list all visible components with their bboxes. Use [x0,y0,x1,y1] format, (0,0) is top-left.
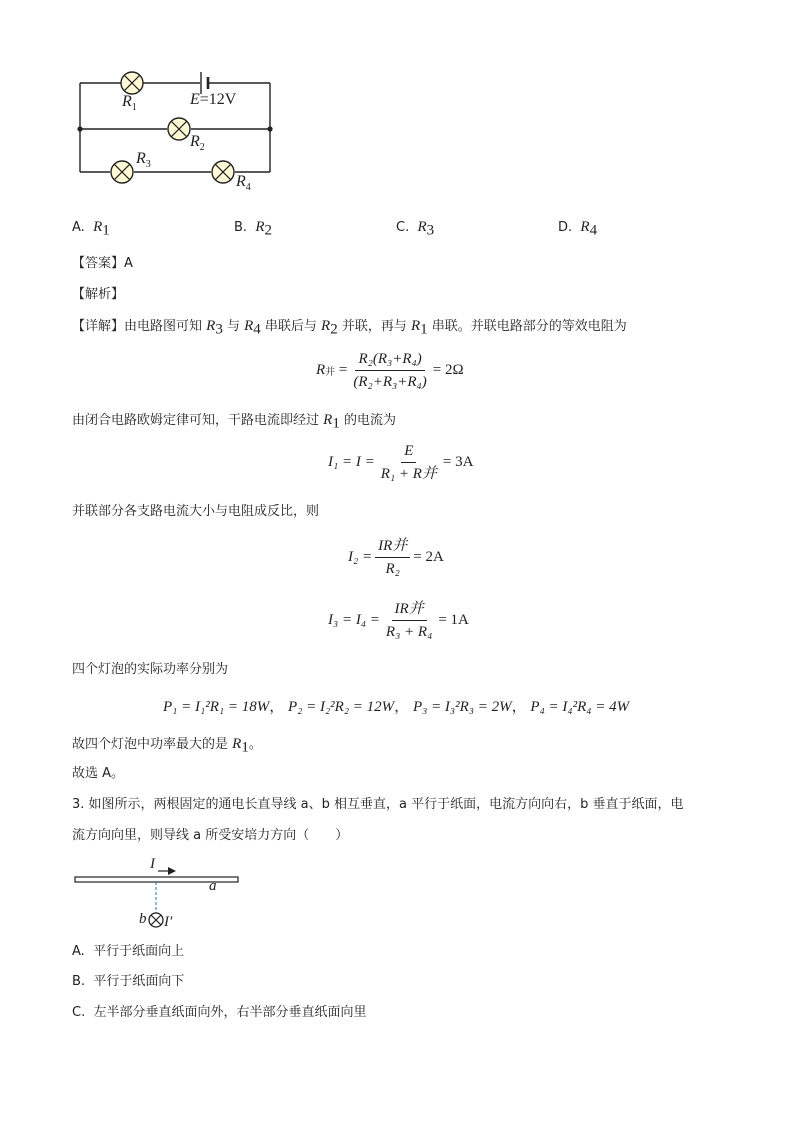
detail-paragraph: 【详解】由电路图可知 $R_3$ 与 $R_4$ 串联后与 $R_2$ 并联，再与 $R_1$ 串联。并联电路部分的等效电阻为 [72,318,627,338]
equation-equivalent-resistance: R 并 = $\frac{\text{R₂(R₃+R₄)}}{\text{(R₂+R₃+R₄)}}$ = 2Ω [316,351,464,390]
ohm-law-text: 由闭合电路欧姆定律可知，干路电流即经过 $R_1$ 的电流为 [72,412,396,432]
option-d: D. $R_4$ [558,219,598,239]
lamp-r4-icon [212,161,234,183]
lamp-r3-icon [111,161,133,183]
q3-label-b: b [139,911,147,927]
lamp-r1-icon [121,72,143,94]
equation-i3-i4: I₃ = I₄ = $\frac{\text{IR并}}{\text{R₃ + R₄}}$ = 1A [328,601,469,640]
equation-i2: I₂ = $\frac{\text{IR并}}{\text{R₂}}$ = 2A [348,538,444,577]
label-emf: E=12V [190,91,237,108]
wires-diagram [70,855,250,935]
q3-stem-line1: 3. 如图所示，两根固定的通电长直导线 a、b 相互垂直，a 平行于纸面，电流方向向右，b 垂直于纸面，电 [72,797,684,812]
answer-line: 【答案】A [72,256,133,271]
q3-option-a: A. 平行于纸面向上 [72,944,185,959]
equation-powers: P₁ = I₁²R₁ = 18W， P₂ = I₂²R₂ = 12W， P₃ = I₃²R₃ = 2W， P₄ = I₄²R₄ = 4W [163,699,630,715]
power-text: 四个灯泡的实际功率分别为 [72,662,229,677]
label-r1: $R_1$ [122,93,137,114]
q3-label-iprime: I′ [164,914,173,930]
option-c: C. $R_3$ [396,219,435,239]
q3-option-b: B. 平行于纸面向下 [72,974,185,989]
label-r2: $R_2$ [190,133,205,154]
choose-text: 故选 A。 [72,766,125,781]
equation-total-current: I₁ = I = $\frac{E}{\text{R₁ + R并}}$ = 3A [328,443,474,482]
q3-label-i: I [150,856,155,872]
junction-dot-left [77,126,82,131]
q3-stem-line2: 流方向向里，则导线 a 所受安培力方向（ ） [72,828,349,843]
option-b: B. $R_2$ [234,219,272,239]
q3-label-a: a [209,878,217,894]
lamp-r2-icon [168,118,190,140]
into-page-current-icon [149,913,163,927]
q3-option-c: C. 左半部分垂直纸面向外，右半部分垂直纸面向里 [72,1005,367,1020]
conclusion-text: 故四个灯泡中功率最大的是 $R_1$。 [72,736,262,756]
junction-dot-right [267,126,272,131]
analysis-label: 【解析】 [72,287,125,302]
label-r3: $R_3$ [136,150,151,171]
label-r4: $R_4$ [236,173,251,194]
circuit-diagram [70,64,290,194]
option-a: A. $R_1$ [72,219,110,239]
branch-current-text: 并联部分各支路电流大小与电阻成反比，则 [72,504,320,519]
